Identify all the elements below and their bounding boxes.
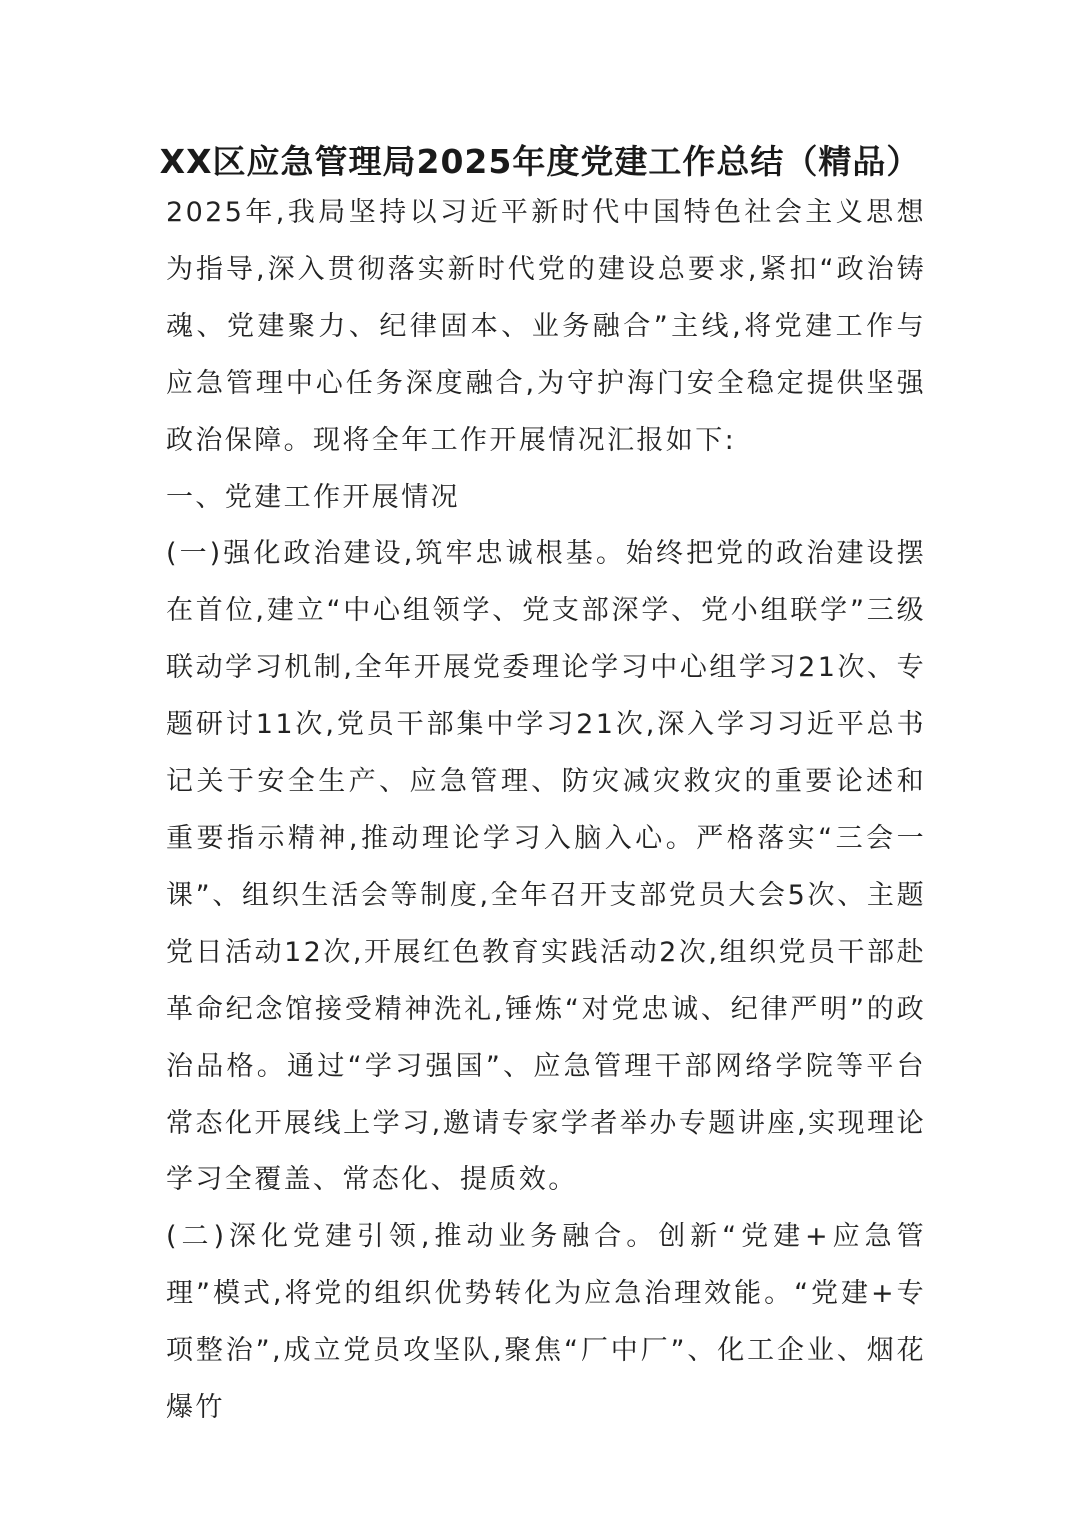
section-heading: 一、党建工作开展情况 <box>166 481 460 513</box>
intro-paragraph: 2025年,我局坚持以习近平新时代中国特色社会主义思想为指导,深入贯彻落实新时代党的建设总要求,紧扣“政治铸魂、党建聚力、纪律固本、业务融合”主线,将党建工作与应急管理中心任务深度融合,为守护海门安全稳定提供坚强政治保障。现将全年工作开展情况汇报如下: <box>166 197 926 456</box>
document-title: XX区应急管理局2025年度党建工作总结（精品） <box>159 142 921 181</box>
body-paragraph: (二)深化党建引领,推动业务融合。创新“党建+应急管理”模式,将党的组织优势转化为应急治理效能。“党建+专项整治”,成立党员攻坚队,聚焦“厂中厂”、化工企业、烟花爆竹 <box>166 1221 926 1424</box>
body-paragraph: (一)强化政治建设,筑牢忠诚根基。始终把党的政治建设摆在首位,建立“中心组领学、党支部深学、党小组联学”三级联动学习机制,全年开展党委理论学习中心组学习21次、专题研讨11次,党员干部集中学习21次,深入学习习近平总书记关于安全生产、应急管理、防灾减灾救灾的重要论述和重要指示精神,推动理论学习入脑入心。严格落实“三会一课”、组织生活会等制度,全年召开支部党员大会5次、主题党日活动12次,开展红色教育实践活动2次,组织党员干部赴革命纪念馆接受精神洗礼,锤炼“对党忠诚、纪律严明”的政治品格。通过“学习强国”、应急管理干部网络学院等平台常态化开展线上学习,邀请专家学者举办专题讲座,实现理论学习全覆盖、常态化、提质效。 <box>166 538 926 1196</box>
document-body <box>166 185 926 1437</box>
